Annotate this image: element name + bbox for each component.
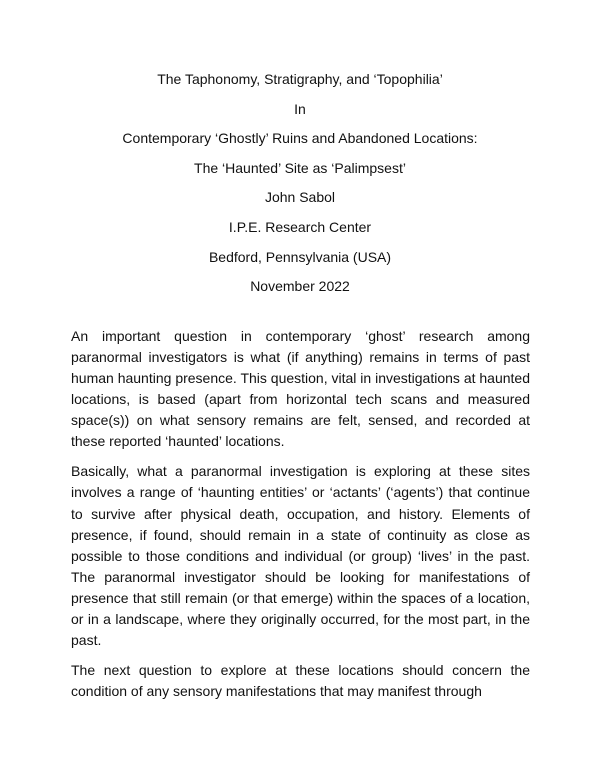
body-paragraph-1: An important question in contemporary ‘ghost’ research among paranormal investigators is what (if anything) remains in terms of past human haunting presence. This question, vital in investigations at haunted locations, is based (apart from horizontal tech scans and measured space(s)) on what sensory remains are felt, sensed, and recorded at these reported ‘haunted’ locations. (71, 328, 530, 450)
paper-subtitle: The ‘Haunted’ Site as ‘Palimpsest’ (194, 159, 406, 176)
body-paragraph-2: Basically, what a paranormal investigation is exploring at these sites involves a range of ‘haunting entities’ or ‘actants’ (‘agents’) that continue to survive after physical death, occupation, and history. Elements of presence, if found, should remain in a state of continuity as close as possible to those conditions and individual (or group) ‘lives’ in the past. The paranormal investigator should be looking for manifestations of presence that still remain (or that emerge) within the spaces of a location, or in a landscape, where they originally occurred, for the most part, in the past. (71, 463, 530, 649)
author-name: John Sabol (264, 189, 336, 206)
paper-title-line-2: In (294, 100, 306, 117)
paper-title-line-3: Contemporary ‘Ghostly’ Ruins and Abandoned Locations: (122, 130, 478, 147)
body-paragraph-3: The next question to explore at these locations should concern the condition of any sensory manifestations that may manifest through (71, 662, 530, 700)
author-affiliation: I.P.E. Research Center (228, 218, 372, 235)
body-text (71, 326, 530, 711)
paper-title-line-1: The Taphonomy, Stratigraphy, and ‘Topophilia’ (157, 71, 443, 87)
title-block (0, 71, 600, 308)
author-location: Bedford, Pennsylvania (USA) (208, 248, 392, 265)
publication-date: November 2022 (250, 278, 350, 295)
